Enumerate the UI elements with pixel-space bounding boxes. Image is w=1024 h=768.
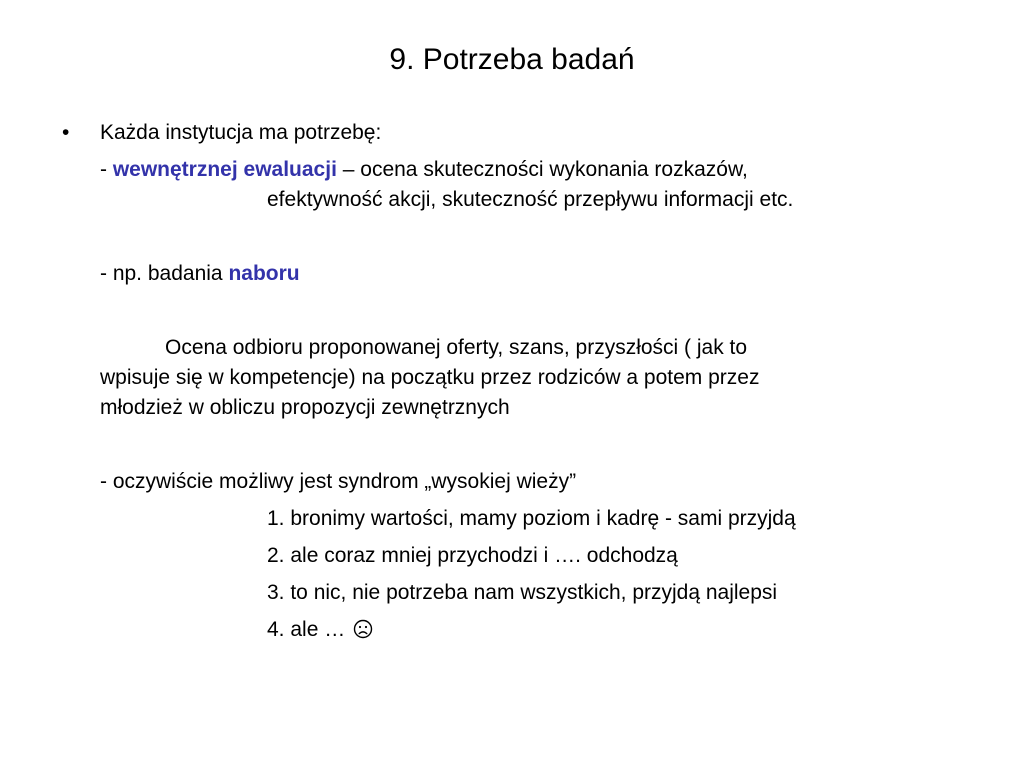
numbered-item-2: 2. ale coraz mniej przychodzi i …. odchodzą [267,544,678,567]
paragraph-line-3: młodzież w obliczu propozycji zewnętrznych [100,396,510,419]
highlight-recruitment: naboru [228,262,300,285]
item-recruitment [100,259,300,289]
numbered-item-3: 3. to nic, nie potrzeba nam wszystkich, przyjdą najlepsi [267,581,778,604]
numbered-item-4 [267,615,373,648]
paragraph-line-2: wpisuje się w kompetencje) na początku przez rodziców a potem przez [100,366,760,389]
item-prefix: - [100,158,113,181]
numbered-item-1: 1. bronimy wartości, mamy poziom i kadrę - sami przyjdą [267,507,796,530]
item-prefix: - np. badania [100,262,229,285]
item-tower-syndrome: - oczywiście możliwy jest syndrom „wysokiej wieży” [100,470,577,493]
highlight-internal-evaluation: wewnętrznej ewaluacji [112,158,337,181]
frown-face-icon [353,618,373,648]
slide-title: 9. Potrzeba badań [389,43,635,76]
intro-text: Każda instytucja ma potrzebę: [100,121,382,144]
item-rest: – ocena skuteczności wykonania rozkazów, [336,158,748,181]
numbered-item-4-text: 4. ale … [267,618,352,641]
item-internal-evaluation [100,155,748,185]
item-internal-evaluation-continuation: efektywność akcji, skuteczność przepływu informacji etc. [267,188,794,211]
bullet-icon: • [62,121,70,144]
paragraph-line-1: Ocena odbioru proponowanej oferty, szans, przyszłości ( jak to [165,336,748,359]
